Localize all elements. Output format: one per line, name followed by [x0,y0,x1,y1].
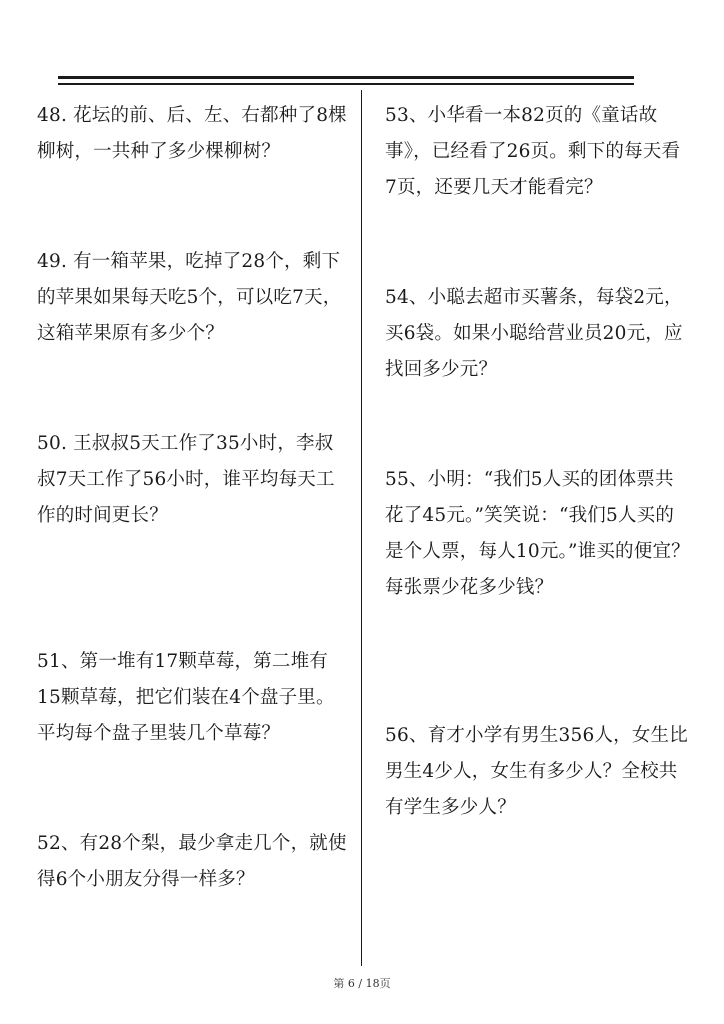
page-number: 第 6 / 18页 [333,977,391,990]
problem-48: 48. 花坛的前、后、左、右都种了8棵柳树，一共种了多少棵柳树？ [37,105,347,162]
header-rule-thick [58,76,634,79]
problem-49: 49. 有一箱苹果，吃掉了28个，剩下的苹果如果每天吃5个，可以吃7天，这箱苹果原有多少个？ [37,251,342,344]
column-divider [361,90,362,966]
problem-56: 56、育才小学有男生356人，女生比男生4少人，女生有多少人？全校共有学生多少人？ [385,725,688,818]
header-rule-thin [58,83,634,85]
problem-52: 52、有28个梨，最少拿走几个，就使得6个小朋友分得一样多？ [37,833,347,890]
problem-54: 54、小聪去超市买薯条，每袋2元，买6袋。如果小聪给营业员20元，应找回多少元？ [385,287,683,380]
problem-55: 55、小明：“我们5人买的团体票共花了45元。”笑笑说：“我们5人买的是个人票，每人10元。”谁买的便宜？每张票少花多少钱？ [385,469,690,598]
problem-50: 50. 王叔叔5天工作了35小时，李叔叔7天工作了56小时，谁平均每天工作的时间更长？ [37,433,335,526]
problem-51: 51、第一堆有17颗草莓，第二堆有15颗草莓，把它们装在4个盘子里。平均每个盘子里装几个草莓？ [37,651,335,744]
problem-53: 53、小华看一本82页的《童话故事》，已经看了26页。剩下的每天看7页，还要几天才能看完？ [385,105,681,198]
